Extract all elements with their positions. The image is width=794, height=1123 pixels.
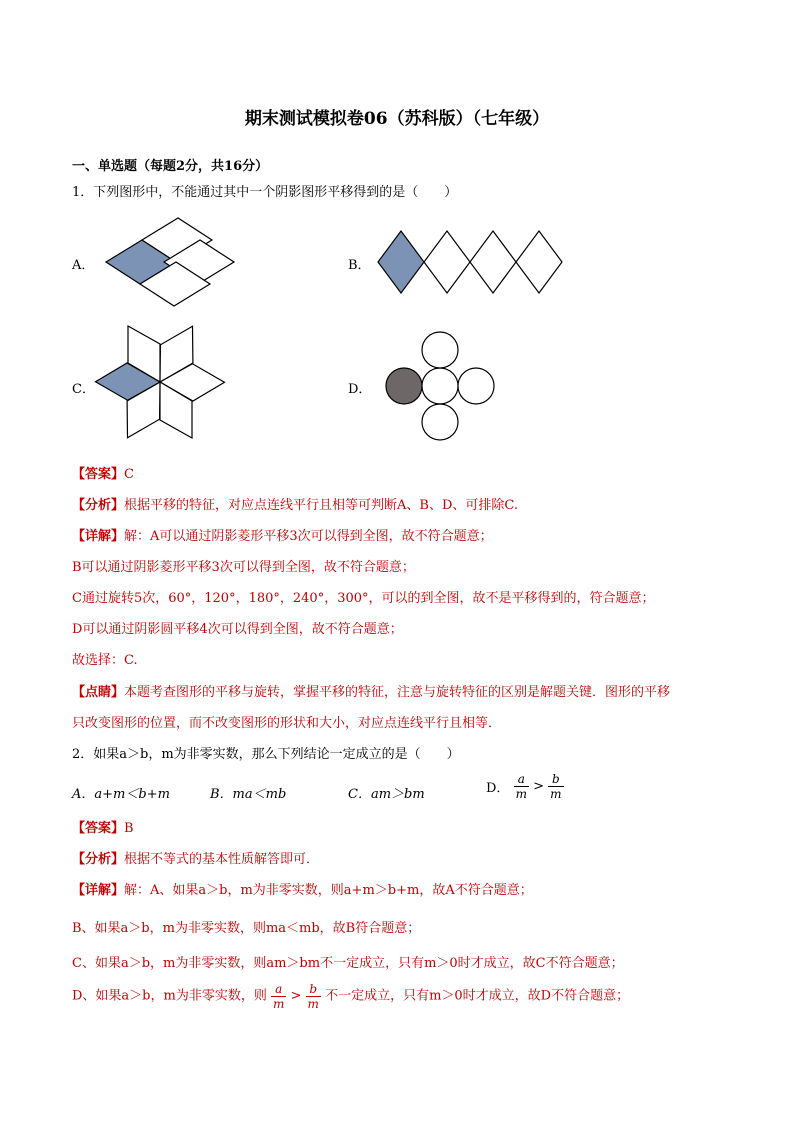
- analysis-tag: 【分析】: [72, 498, 125, 513]
- q1-comment-line-1: 【点睛】本题考查图形的平移与旋转，掌握平移的特征，注意与旋转特征的区别是解题关键．图形的平移: [72, 685, 671, 700]
- q1-detail-line-2: B可以通过阴影菱形平移3次可以得到全图，故不符合题意；: [72, 560, 415, 575]
- circle: [422, 332, 458, 368]
- answer-value: C: [124, 467, 134, 482]
- rhombus: [424, 231, 470, 293]
- q1-detail-line-3: C通过旋转5次，60°，120°，180°，240°，300°，可以的到全图，故不是平移得到的，符合题意；: [72, 591, 655, 606]
- rhombus-shaded: [378, 231, 424, 293]
- q2-analysis: 【分析】根据不等式的基本性质解答即可．: [72, 852, 320, 867]
- fraction-b-over-m: $\frac{b}{m}$: [550, 772, 562, 801]
- answer-tag: 【答案】: [72, 467, 125, 482]
- fraction-a-over-m: $\frac{a}{m}$: [515, 772, 527, 801]
- question-2-stem: 2．如果a＞b，m为非零实数，那么下列结论一定成立的是（ ）: [72, 747, 460, 762]
- q2-option-d: D． $\frac{a}{m}$ > $\frac{b}{m}$: [486, 772, 562, 801]
- detail-tag: 【详解】: [72, 529, 125, 544]
- q2-detail-a: 【详解】解：A、如果a＞b，m为非零实数，则a+m＞b+m，故A不符合题意；: [72, 883, 533, 898]
- q1-comment-line-2: 只改变图形的位置，而不改变图形的形状和大小，对应点连线平行且相等．: [72, 716, 502, 731]
- rhombus: [470, 231, 516, 293]
- q1-analysis: [72, 497, 518, 515]
- circle-shaded: [386, 368, 422, 404]
- q1-detail-line-1: 【详解】解：A可以通过阴影菱形平移3次可以得到全图，故不符合题意；: [72, 529, 493, 544]
- q1-detail-line-5: 故选择：C.: [72, 653, 138, 668]
- fraction-a-over-m: $\frac{a}{m}$: [272, 982, 285, 1011]
- circle: [458, 368, 494, 404]
- rhombus: [516, 231, 562, 293]
- q1-option-c-figure: [98, 322, 226, 442]
- q1-option-c-label: C．: [72, 382, 95, 397]
- section-heading: 一、单选题（每题2分，共16分）: [72, 159, 269, 174]
- q1-option-b-label: B．: [348, 258, 371, 273]
- q2-option-b: B．ma＜mb: [210, 787, 287, 802]
- q1-detail-line-4: D可以通过阴影圆平移4次可以得到全图，故不符合题意；: [72, 622, 403, 637]
- q1-option-a-figure: [100, 214, 240, 306]
- circle: [422, 404, 458, 440]
- circle: [422, 368, 458, 404]
- page-title: 期末测试模拟卷06（苏科版）（七年级）: [244, 109, 550, 129]
- q2-detail-d: D、如果a＞b，m为非零实数，则 $\frac{a}{m}$ > $\frac{b}{m}$ 不一定成立，只有m＞0时才成立，故D不符合题意；: [72, 982, 630, 1011]
- question-1-stem: 1．下列图形中，不能通过其中一个阴影图形平移得到的是（ ）: [72, 185, 458, 200]
- q2-detail-c: C、如果a＞b，m为非零实数，则am＞bm不一定成立，只有m＞0时才成立，故C不符合题意；: [72, 956, 624, 971]
- q2-option-c: C．am＞bm: [348, 787, 425, 802]
- fraction-b-over-m: $\frac{b}{m}$: [307, 982, 319, 1011]
- q2-option-a: A．a+m＜b+m: [72, 787, 170, 802]
- q1-option-a-label: A．: [72, 258, 95, 273]
- q1-option-d-figure: [384, 330, 498, 444]
- q2-answer: 【答案】B: [72, 821, 134, 836]
- q2-detail-b: B、如果a＞b，m为非零实数，则ma＜mb，故B符合题意；: [72, 921, 421, 936]
- comment-tag: 【点睛】: [72, 685, 125, 700]
- q1-answer: [72, 466, 134, 484]
- analysis-text: 根据平移的特征，对应点连线平行且相等可判断A、B、D、可排除C.: [124, 498, 518, 513]
- q1-option-b-figure: [376, 230, 562, 296]
- q1-option-d-label: D．: [348, 382, 372, 397]
